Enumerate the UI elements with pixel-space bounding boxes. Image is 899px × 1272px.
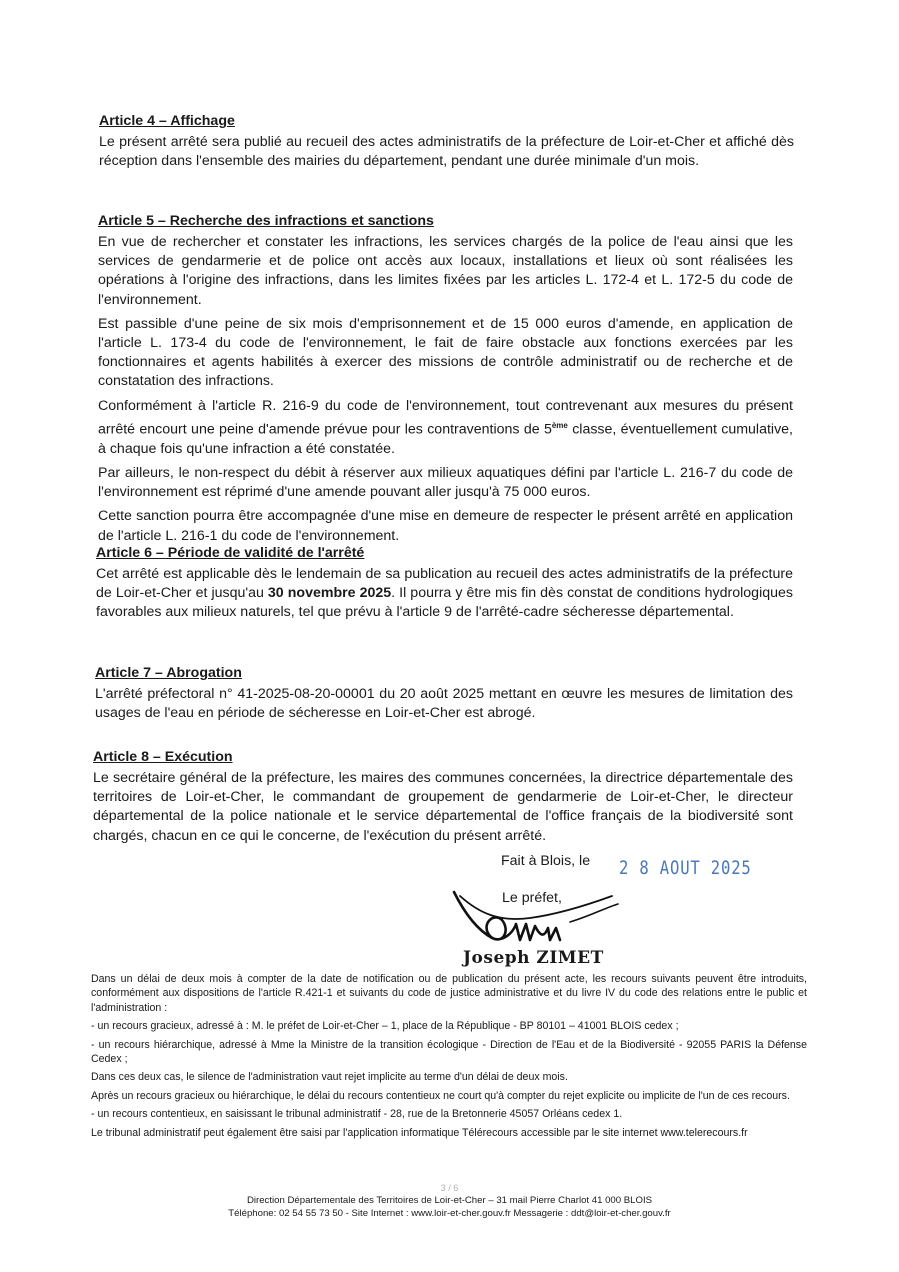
article-7-title: Article 7 – Abrogation bbox=[95, 665, 242, 681]
signer-title: Le préfet, bbox=[502, 890, 562, 906]
article-4-title: Article 4 – Affichage bbox=[99, 113, 235, 129]
signer-name: Joseph ZIMET bbox=[463, 948, 604, 968]
contravention-class-number: 5 bbox=[543, 421, 552, 438]
article-4-paragraph: Le présent arrêté sera publié au recueil des actes administratifs de la préfecture de Loir-et-Cher et affiché dès réception dans l'ensemble des mairies du département, pendant une durée minimale d'un mois. bbox=[99, 134, 794, 170]
article-6-paragraph-end: . Il pourra y être mis fin dès constat de conditions hydrologiques favorables aux milieux naturels, tel que prévu à l'article 9 de l'arrêté-cadre sécheresse départemental. bbox=[96, 585, 793, 621]
article-5-title: Article 5 – Recherche des infractions et sanctions bbox=[98, 213, 434, 229]
article-5-paragraph-2: Est passible d'une peine de six mois d'emprisonnement et de 15 000 euros d'amende, en application de l'article L. 173-4 du code de l'environnement, le fait de faire obstacle aux fonctions exercées par les fonctionnaires et agents habilités à exercer des missions de contrôle administratif ou de recherche et de constatation des infractions. bbox=[98, 315, 793, 390]
signature-place: Fait à Blois, le bbox=[501, 853, 591, 869]
article-6-paragraph-start: Cet arrêté est applicable dès le lendemain de sa publication au recueil des actes administratifs de la préfecture de Loir-et-Cher et jusqu'au bbox=[96, 566, 793, 602]
article-7 bbox=[95, 664, 793, 728]
article-8 bbox=[93, 748, 793, 851]
article-4 bbox=[99, 112, 794, 176]
appeals-notice bbox=[91, 972, 807, 1144]
article-5-paragraph-3-end: classe, éventuellement cumulative, à chaque fois qu'une infraction a été constatée. bbox=[98, 421, 793, 457]
footer-contact: Téléphone: 02 54 55 73 50 - Site Internet : www.loir-et-cher.gouv.fr Messagerie : ddt@loir-et-cher.gouv.fr bbox=[228, 1208, 671, 1219]
validity-end-date: 30 novembre 2025 bbox=[267, 585, 392, 602]
article-5-paragraph-4: Par ailleurs, le non-respect du débit à réserver aux milieux aquatiques défini par l'article L. 216-7 du code de l'environnement est réprimé d'une amende pouvant aller jusqu'à 75 000 euros. bbox=[98, 464, 793, 501]
article-8-paragraph: Le secrétaire général de la préfecture, les maires des communes concernées, la directrice départementale des territoires de Loir-et-Cher, le commandant de groupement de gendarmerie de Loir-et-Cher, le directeur départemental de la police nationale et le service départemental de l'office français de la biodiversité sont chargés, chacun en ce qui le concerne, de l'exécution du présent arrêté. bbox=[93, 770, 793, 844]
appeal-silence-rule: Dans ces deux cas, le silence de l'administration vaut rejet implicite au terme d'un délai de deux mois. bbox=[91, 1071, 568, 1084]
footer-address: Direction Départementale des Territoires de Loir-et-Cher – 31 mail Pierre Charlot 41 000 BLOIS bbox=[246, 1195, 653, 1206]
appeal-telerecours: Le tribunal administratif peut également être saisi par l'application informatique Télérecours accessible par le site internet www.telerecours.fr bbox=[91, 1126, 748, 1139]
article-7-paragraph: L'arrêté préfectoral n° 41-2025-08-20-00001 du 20 août 2025 mettant en œuvre les mesures de limitation des usages de l'eau en période de sécheresse en Loir-et-Cher est abrogé. bbox=[95, 686, 793, 722]
article-6-paragraph bbox=[96, 565, 793, 623]
date-stamp: 2 8 AOUT 2025 bbox=[619, 857, 752, 879]
article-5 bbox=[98, 212, 793, 551]
article-8-title: Article 8 – Exécution bbox=[93, 749, 233, 765]
appeal-contentious: - un recours contentieux, en saisissant le tribunal administratif - 28, rue de la Bretonnerie 45057 Orléans cedex 1. bbox=[91, 1108, 623, 1121]
appeal-gracious: - un recours gracieux, adressé à : M. le préfet de Loir-et-Cher – 1, place de la République - BP 80101 – 41001 BLOIS cedex ; bbox=[91, 1020, 679, 1033]
appeals-intro: Dans un délai de deux mois à compter de la date de notification ou de publication du présent acte, les recours suivants peuvent être introduits, conformément aux dispositions de l'article R.421-1 et suivants du code de justice administrative et du livre IV du code des relations entre le public et l'administration : bbox=[91, 973, 807, 1014]
page-number: 3 / 6 bbox=[440, 1183, 459, 1193]
article-5-paragraph-3 bbox=[98, 397, 793, 459]
article-6-title: Article 6 – Période de validité de l'arrêté bbox=[96, 545, 365, 561]
contravention-class-superscript: ème bbox=[551, 420, 568, 430]
appeal-hierarchical: - un recours hiérarchique, adressé à Mme la Ministre de la transition écologique - Direction de l'Eau et de la Biodiversité - 92055 PARIS la Défense Cedex ; bbox=[91, 1038, 807, 1066]
article-5-paragraph-1: En vue de rechercher et constater les infractions, les services chargés de la police de l'eau ainsi que les services de gendarmerie et de police ont accès aux locaux, installations et lieux où sont réalisées les opérations à l'origine des infractions, dans les limites fixées par les articles L. 172-4 et L. 172-5 du code de l'environnement. bbox=[98, 234, 793, 308]
appeal-delay-rule: Après un recours gracieux ou hiérarchique, le délai du recours contentieux ne court qu'à compter du rejet explicite ou implicite de l'un de ces recours. bbox=[91, 1089, 790, 1102]
article-5-paragraph-3-start: Conformément à l'article R. 216-9 du code de l'environnement, tout contrevenant aux mesures du présent arrêté encourt une peine d'amende prévue pour les contraventions de bbox=[98, 397, 793, 438]
article-5-paragraph-5: Cette sanction pourra être accompagnée d'une mise en demeure de respecter le présent arrêté en application de l'article L. 216-1 du code de l'environnement. bbox=[98, 508, 793, 544]
article-6 bbox=[96, 544, 793, 628]
